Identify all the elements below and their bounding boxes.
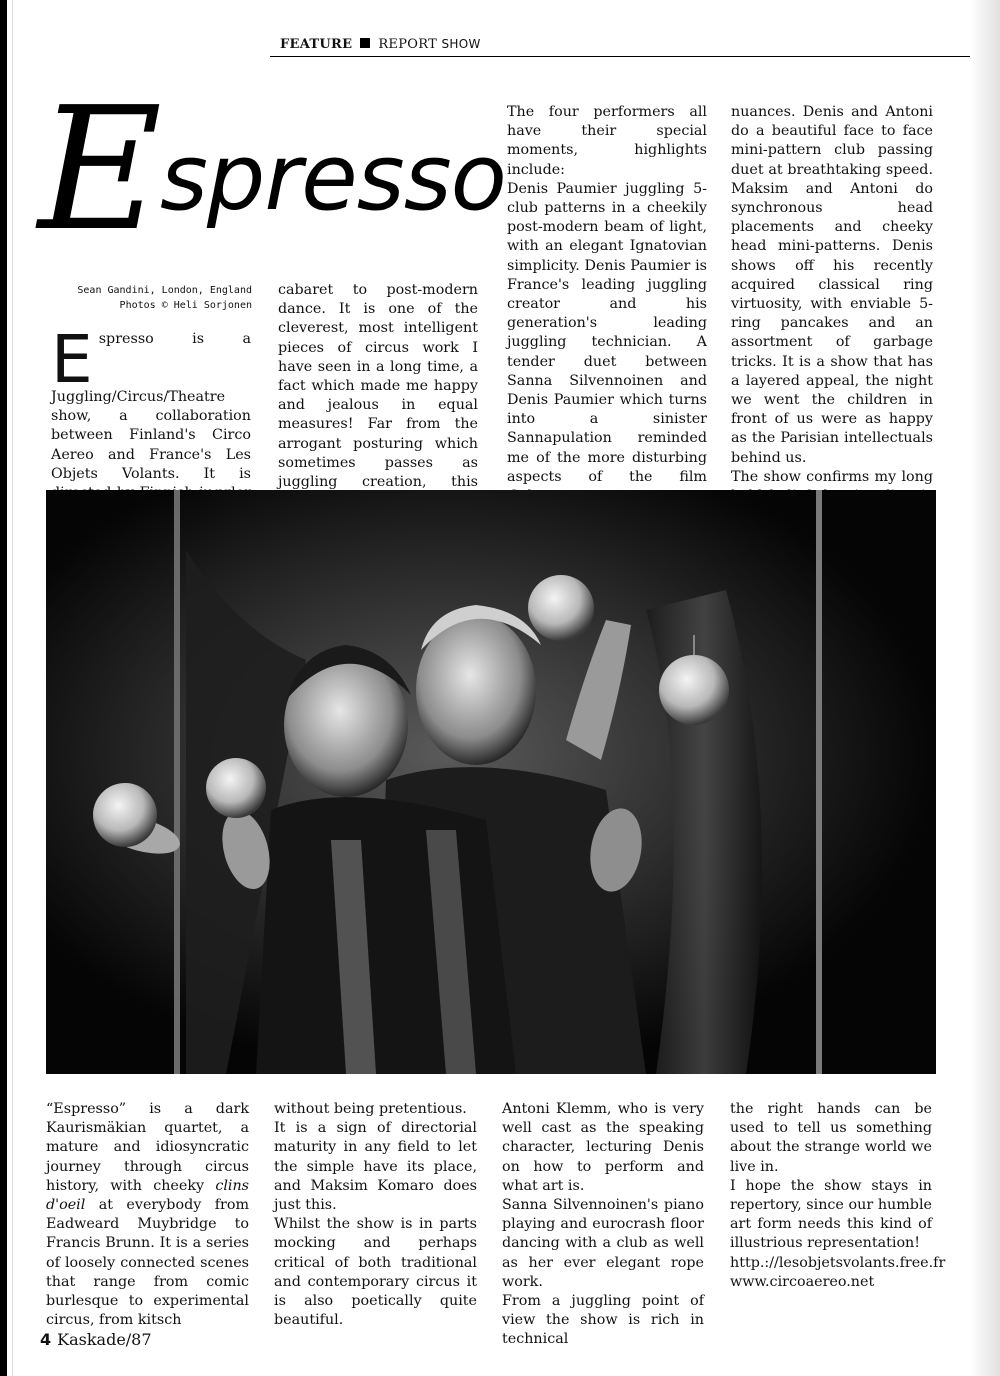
stage-pole-left <box>174 490 180 1074</box>
paragraph-text: Denis Paumier juggling 5-club patterns in a cheekily post-modern beam of light, with an elegant Ignatovian simplicity. Denis Paumier is France's leading juggling creator and his generation's leading juggling technician. A tender duet between Sanna Silvennoinen and Denis Paumier which turns into a sinister Sannapulation reminded me of the more disturbing aspects of the film <box>507 180 707 485</box>
title-initial: E <box>38 71 163 269</box>
author-credit: Sean Gandini, London, England <box>77 285 252 296</box>
juggling-ball <box>659 655 729 725</box>
paragraph-text: “Espresso” is a dark Kaurismäkian quartet, a mature and idiosyncratic journey through circus history, with cheeky <box>46 1101 249 1194</box>
section-label: FEATURE <box>280 37 353 52</box>
photo-credit: Photos © Heli Sorjonen <box>119 300 252 311</box>
page-folio <box>40 1330 152 1349</box>
byline <box>60 283 252 313</box>
intro-text: spresso is a Juggling/Circus/Theatre show, a collaboration between Finland's Circo Aereo and France's Les Objets Volants. It is <box>51 331 251 482</box>
header-rule <box>270 56 970 57</box>
performance-photo <box>46 490 936 1074</box>
paragraph: The four performers all have their special moments, highlights include: <box>507 104 707 178</box>
binding-edge <box>0 0 7 1376</box>
paragraph: the right hands can be used to tell us something about the strange world we live in. <box>730 1101 932 1175</box>
section-header <box>280 37 481 52</box>
body-column-4 <box>731 103 933 545</box>
url-link[interactable]: www.circoaereo.net <box>730 1273 875 1290</box>
jugglers-photo-illustration <box>46 490 936 1074</box>
juggling-ball <box>93 783 157 847</box>
paragraph: I hope the show stays in repertory, since our humble art form needs this kind of illustrious representation! <box>730 1177 932 1252</box>
subsection-label: REPORT <box>378 37 438 52</box>
paragraph: Whilst the show is in parts mocking and perhaps critical of both traditional and contemporary circus it is also poetically quite beautiful. <box>274 1216 477 1329</box>
article-title <box>38 71 508 269</box>
paragraph: It is a sign of directorial maturity in any field to let the simple have its place, and Maksim Komaro does just this. <box>274 1120 477 1214</box>
paragraph: Sanna Silvennoinen's piano playing and eurocrash floor dancing with a club as well as her ever elegant rope work. <box>502 1197 704 1290</box>
url-link[interactable]: http.://lesobjetsvolants.free.fr <box>730 1254 946 1271</box>
paragraph: Antoni Klemm, who is very well cast as the speaking character, lecturing Denis on how to perform and what art is. <box>502 1101 704 1194</box>
page-number: 4 <box>40 1330 52 1349</box>
page-edge-shadow <box>970 0 1000 1376</box>
paragraph: From a juggling point of view the show is rich in technical <box>502 1293 704 1348</box>
juggling-ball <box>206 758 266 818</box>
paragraph: cabaret to post-modern dance. It is one of the cleverest, most intelligent pieces of circus work I have seen in a long time, a fact which made me happy and jealous in equal measures! Far from the arrogant posturing which sometimes passes as juggling creation, this <box>278 282 478 491</box>
paragraph-text: at everybody from Eadweard Muybridge to Francis Brunn. It is a series of loosely connected scenes that range from comic burlesque to experimental circus, from kitsch <box>46 1197 250 1329</box>
binding-line <box>12 0 13 1376</box>
body-column-5 <box>46 1100 249 1330</box>
title-rest: spresso <box>160 124 506 231</box>
juggling-ball <box>528 575 594 641</box>
square-bullet-icon <box>360 38 370 48</box>
paragraph: The show confirms my long <box>731 468 933 485</box>
body-column-8 <box>730 1100 946 1292</box>
stage-pole-right <box>816 490 822 1074</box>
paragraph: nuances. Denis and Antoni do a beautiful face to face mini-pattern club passing duet at breathtaking speed. Maksim and Antoni do synchronous head placements and cheeky head mini-patterns. Denis shows off his recently acquired classical ring virtuosity, with enviable 5-ring pancakes and an assortment of garbage tricks. It is a show that has a layered appeal, the night we went the children in front of us were as happy as the Parisian intellectuals behind us. <box>731 104 933 466</box>
paragraph <box>46 1100 249 1330</box>
drop-cap: E <box>51 321 93 398</box>
subsection-label-show: SHOW <box>441 37 481 51</box>
body-column-6 <box>274 1100 477 1330</box>
paragraph <box>507 180 707 506</box>
magazine-issue: Kaskade/87 <box>57 1330 152 1349</box>
paragraph: without being pretentious. <box>274 1101 467 1117</box>
body-column-7 <box>502 1100 704 1350</box>
italic-phrase: clins d'oeil <box>46 1177 250 1214</box>
